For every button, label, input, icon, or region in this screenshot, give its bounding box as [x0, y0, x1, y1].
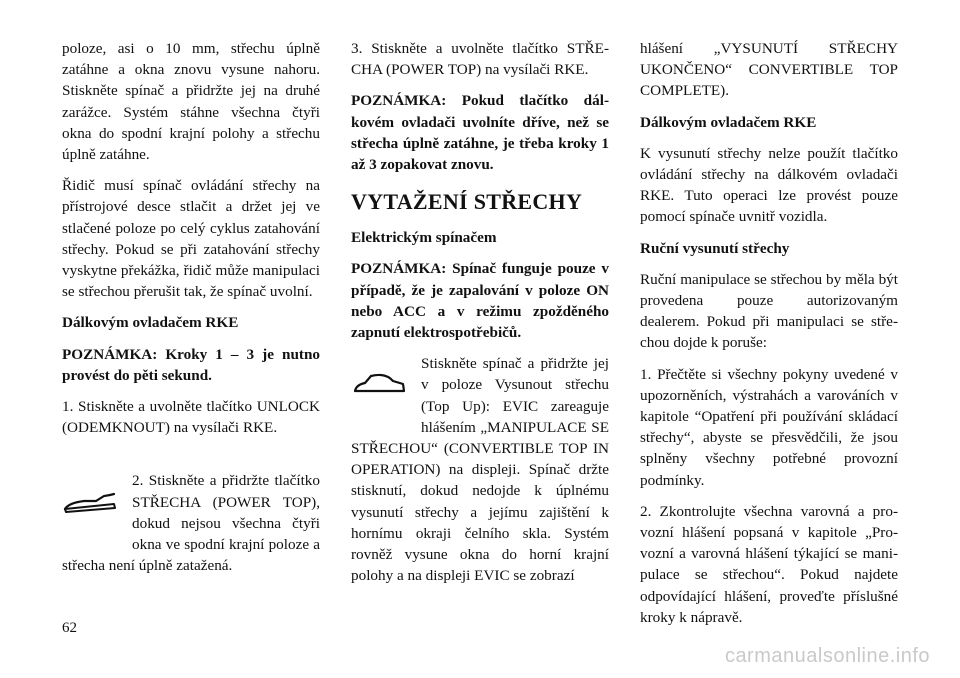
- column-1: [62, 38, 320, 586]
- step-2: 2. Zkontrolujte všechna varovná a provozní hlášení popsaná v kapitole „Provozní a varovná hlášení týkající se manipulace se střechou“. Pokud najdete odpovídající hlášení, proveďte příslušné kroky k nápravě.: [640, 502, 898, 626]
- section-heading: VYTAŽENÍ STŘECHY: [351, 189, 583, 215]
- paragraph: poloze, asi o 10 mm, střechu úplně zatáhne a okna znovu vysune nahoru. Stiskněte spínač a přidržte jej na druhé zarážce. Systém stáhne všechna čtyři okna do spodní krajní polohy a střechu úplně zatáhne.: [62, 40, 320, 164]
- note: POZNÁMKA: Kroky 1 – 3 je nutno provést do pěti sekund.: [62, 345, 320, 384]
- subheading-rke: Dálkovým ovladačem RKE: [62, 314, 239, 332]
- watermark: carmanualsonline.info: [724, 645, 930, 667]
- instruction-with-icon: [351, 353, 609, 586]
- subheading-switch: Elektrickým spínačem: [351, 229, 497, 247]
- column-2: [351, 38, 609, 596]
- page-number: 62: [62, 620, 77, 636]
- note-2: POZNÁMKA: Spínač funguje pouze v případě, že je zapalování v poloze ON nebo ACC a v režimu zpožděného zapnutí elektrospotřebičů.: [351, 260, 609, 342]
- column-3: [640, 38, 898, 638]
- instruction-text: Stiskněte spínač a přidržte jej v poloze Vysunout střechu (Top Up): EVIC zareaguje hlášením „MANIPULACE SE STŘECHOU“ (CONVERTIBLE TOP IN OPERATION) na displeji. Spínač držte stisknutí, dokud nedojde k úplnému vysunutí střechy a jejímu zajištění k hornímu okraji čelního skla. Systém rovněž vysune okna do horní krajní polohy a na displeji EVIC se zobrazí: [351, 355, 609, 585]
- subheading-rke: Dálkovým ovladačem RKE: [640, 113, 817, 131]
- step-2-with-icon: [62, 470, 320, 576]
- step-3: 3. Stiskněte a uvolněte tlačítko STŘECHA (POWER TOP) na vysílači RKE.: [351, 40, 609, 79]
- step-1: 1. Stiskněte a uvolněte tlačítko UNLOCK (ODEMKNOUT) na vysílači RKE.: [62, 398, 320, 437]
- paragraph: hlášení „VYSUNUTÍ STŘECHY UKONČENO“ CONVERTIBLE TOP COMPLETE).: [640, 40, 898, 100]
- convertible-top-down-icon: [62, 470, 132, 534]
- paragraph: Ruční manipulace se střechou by měla být provedena pouze autorizovaným dealerem. Pokud při manipulaci se střechou dojde k poruše:: [640, 270, 898, 352]
- paragraph: K vysunutí střechy nelze použít tlačítko ovládání střechy na dálkovém ovladači RKE. Tuto operaci lze provést pouze pomocí spínače uvnitř vozidla.: [640, 144, 898, 226]
- convertible-top-up-icon: [351, 353, 421, 417]
- note: POZNÁMKA: Pokud tlačítko dálkovém ovladači uvolníte dříve, než se střecha úplně zatáhne, je třeba kroky 1 až 3 zopakovat znovu.: [351, 92, 609, 174]
- step-1: 1. Přečtěte si všechny pokyny uvedené v upozorněních, výstrahách a varováních v kapitole “Opatření při používání skládací střechy“, abyste se přesvědčili, že jsou splněny všechny potřebné provozní podmínky.: [640, 365, 898, 489]
- subheading-manual: Ruční vysunutí střechy: [640, 239, 790, 257]
- step-2-text: 2. Stiskněte a přidržte tlačítko STŘECHA (POWER TOP), dokud nejsou všechna čtyři okna ve spodní krajní poloze a střecha není úplně zatažená.: [62, 472, 320, 575]
- paragraph: Řidič musí spínač ovládání střechy na přístrojové desce stlačit a držet jej ve stlačené poloze po celý cyklus zatahování střechy. Pokud se při zatahování střechy vyskytne překážka, řidič může manipulaci se střechou přerušit tak, že spínač uvolní.: [62, 177, 320, 301]
